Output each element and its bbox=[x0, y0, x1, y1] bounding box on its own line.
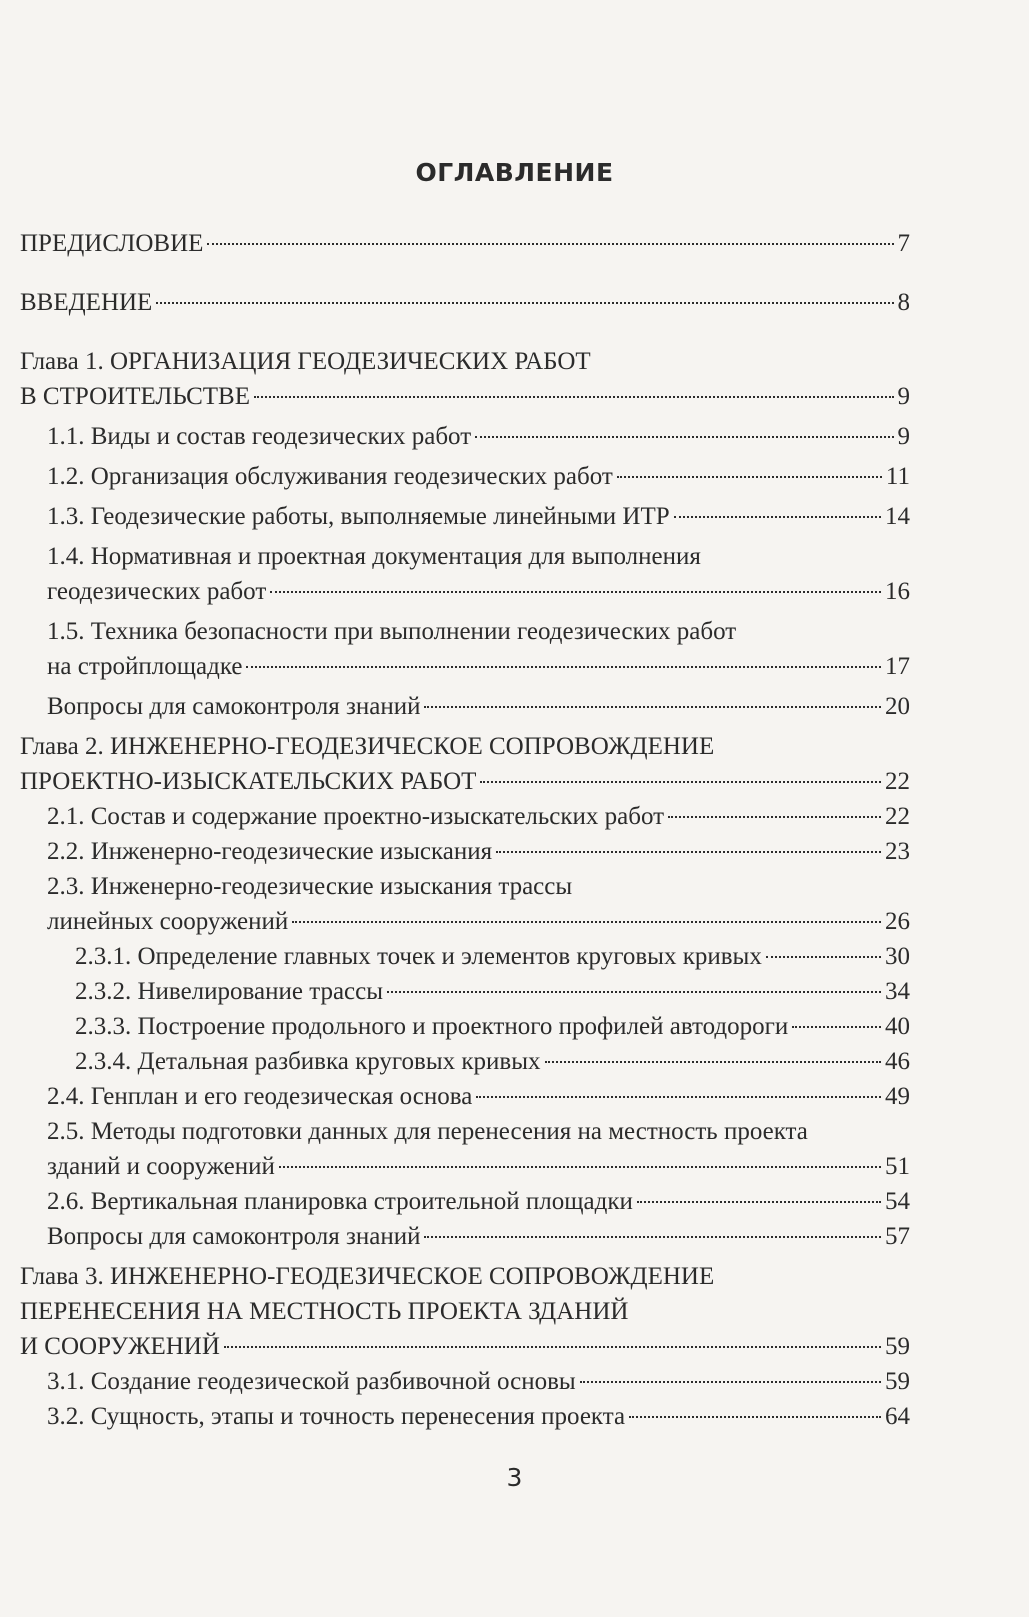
toc-entry bbox=[20, 1044, 910, 1079]
table-of-contents bbox=[20, 226, 910, 1434]
toc-entry-page: 34 bbox=[885, 978, 910, 1005]
toc-entry-text: Вопросы для самоконтроля знаний bbox=[47, 693, 421, 720]
dot-leader bbox=[617, 476, 882, 478]
dot-leader bbox=[246, 666, 881, 668]
toc-entry-text: 1.2. Организация обслуживания геодезических работ bbox=[47, 463, 613, 490]
toc-entry-line bbox=[47, 1219, 910, 1254]
toc-entry bbox=[20, 689, 910, 724]
toc-entry-line bbox=[20, 226, 910, 261]
dot-leader bbox=[424, 1236, 881, 1238]
toc-entry-text: 1.3. Геодезические работы, выполняемые линейными ИТР bbox=[47, 503, 670, 530]
toc-entry-text: ПРОЕКТНО-ИЗЫСКАТЕЛЬСКИХ РАБОТ bbox=[20, 768, 477, 795]
dot-leader bbox=[292, 921, 881, 923]
toc-entry-page: 9 bbox=[897, 383, 910, 410]
toc-entry-line bbox=[47, 459, 910, 494]
toc-entry-line bbox=[75, 1044, 910, 1079]
dot-leader bbox=[387, 991, 881, 993]
dot-leader bbox=[668, 816, 881, 818]
toc-entry-line bbox=[47, 419, 910, 454]
toc-entry bbox=[20, 974, 910, 1009]
toc-entry-page: 59 bbox=[885, 1368, 910, 1395]
toc-entry bbox=[20, 799, 910, 834]
toc-entry-line bbox=[47, 499, 910, 534]
toc-entry-line bbox=[47, 834, 910, 869]
toc-entry-line bbox=[47, 649, 910, 684]
toc-entry-page: 30 bbox=[885, 943, 910, 970]
toc-entry bbox=[20, 1184, 910, 1219]
toc-entry-text: Вопросы для самоконтроля знаний bbox=[47, 1223, 421, 1250]
toc-entry-text: на стройплощадке bbox=[47, 653, 243, 680]
toc-entry bbox=[20, 285, 910, 320]
toc-title: ОГЛАВЛЕНИЕ bbox=[415, 158, 614, 187]
dot-leader bbox=[637, 1201, 881, 1203]
dot-leader bbox=[545, 1061, 881, 1063]
toc-entry-page: 8 bbox=[897, 289, 910, 316]
dot-leader bbox=[424, 706, 881, 708]
toc-entry bbox=[20, 869, 910, 939]
toc-entry-text: 2.6. Вертикальная планировка строительной площадки bbox=[47, 1188, 633, 1215]
toc-entry-page: 64 bbox=[885, 1403, 910, 1430]
toc-entry bbox=[20, 1079, 910, 1114]
toc-entry-page: 17 bbox=[885, 653, 910, 680]
toc-entry-page: 23 bbox=[885, 838, 910, 865]
toc-entry-page: 49 bbox=[885, 1083, 910, 1110]
dot-leader bbox=[270, 591, 881, 593]
toc-entry-text: 1.5. Техника безопасности при выполнении геодезических работ bbox=[47, 618, 737, 645]
toc-entry-text: ПЕРЕНЕСЕНИЯ НА МЕСТНОСТЬ ПРОЕКТА ЗДАНИЙ bbox=[20, 1298, 629, 1325]
toc-entry-text: 2.3.2. Нивелирование трассы bbox=[75, 978, 384, 1005]
toc-entry-line bbox=[47, 904, 910, 939]
dot-leader bbox=[792, 1026, 881, 1028]
toc-entry-line bbox=[47, 1399, 910, 1434]
dot-leader bbox=[629, 1416, 881, 1418]
toc-entry-text: 2.5. Методы подготовки данных для перенесения на местность проекта bbox=[47, 1118, 808, 1145]
toc-entry-line bbox=[47, 574, 910, 609]
toc-entry-line bbox=[47, 1184, 910, 1219]
toc-entry bbox=[20, 614, 910, 684]
toc-entry-page: 54 bbox=[885, 1188, 910, 1215]
toc-entry-line bbox=[47, 799, 910, 834]
toc-entry bbox=[20, 939, 910, 974]
toc-entry-page: 57 bbox=[885, 1223, 910, 1250]
toc-entry-page: 26 bbox=[885, 908, 910, 935]
toc-entry bbox=[20, 539, 910, 609]
toc-entry-text: В СТРОИТЕЛЬСТВЕ bbox=[20, 383, 250, 410]
toc-entry-line bbox=[47, 1079, 910, 1114]
toc-entry-text: геодезических работ bbox=[47, 578, 267, 605]
dot-leader bbox=[207, 243, 893, 245]
toc-entry-text: 3.1. Создание геодезической разбивочной основы bbox=[47, 1368, 576, 1395]
toc-entry-text: 2.1. Состав и содержание проектно-изыскательских работ bbox=[47, 803, 665, 830]
dot-leader bbox=[480, 781, 881, 783]
toc-entry-text: 2.3.3. Построение продольного и проектного профилей автодороги bbox=[75, 1013, 789, 1040]
dot-leader bbox=[476, 1096, 881, 1098]
toc-entry-page: 46 bbox=[885, 1048, 910, 1075]
toc-entry bbox=[20, 1219, 910, 1254]
dot-leader bbox=[580, 1381, 881, 1383]
toc-entry-text: 2.3. Инженерно-геодезические изыскания трассы bbox=[47, 873, 573, 900]
dot-leader bbox=[224, 1346, 881, 1348]
toc-entry-text: И СООРУЖЕНИЙ bbox=[20, 1333, 220, 1360]
toc-entry bbox=[20, 1009, 910, 1044]
toc-entry bbox=[20, 226, 910, 261]
toc-entry-page: 9 bbox=[897, 423, 910, 450]
toc-entry-text: 2.2. Инженерно-геодезические изыскания bbox=[47, 838, 493, 865]
toc-entry-line bbox=[20, 1329, 910, 1364]
toc-entry-text: 3.2. Сущность, этапы и точность перенесения проекта bbox=[47, 1403, 626, 1430]
toc-entry-page: 40 bbox=[885, 1013, 910, 1040]
toc-entry-line bbox=[75, 974, 910, 1009]
toc-entry-text: Глава 1. ОРГАНИЗАЦИЯ ГЕОДЕЗИЧЕСКИХ РАБОТ bbox=[20, 348, 591, 375]
toc-entry bbox=[20, 834, 910, 869]
toc-entry-page: 59 bbox=[885, 1333, 910, 1360]
toc-entry bbox=[20, 1114, 910, 1184]
toc-entry-line bbox=[20, 285, 910, 320]
toc-entry-page: 22 bbox=[885, 803, 910, 830]
toc-entry-text: 2.4. Генплан и его геодезическая основа bbox=[47, 1083, 473, 1110]
toc-entry-text: 2.3.1. Определение главных точек и элементов круговых кривых bbox=[75, 943, 762, 970]
toc-entry-text: 1.4. Нормативная и проектная документация для выполнения bbox=[47, 543, 701, 570]
dot-leader bbox=[156, 302, 893, 304]
toc-entry-line bbox=[20, 764, 910, 799]
dot-leader bbox=[254, 396, 894, 398]
toc-entry-text: линейных сооружений bbox=[47, 908, 289, 935]
toc-entry-page: 51 bbox=[885, 1153, 910, 1180]
toc-entry-text: 1.1. Виды и состав геодезических работ bbox=[47, 423, 472, 450]
toc-entry-text: зданий и сооружений bbox=[47, 1153, 275, 1180]
toc-entry-text: ВВЕДЕНИЕ bbox=[20, 289, 153, 316]
toc-entry-page: 14 bbox=[885, 503, 910, 530]
dot-leader bbox=[279, 1166, 881, 1168]
dot-leader bbox=[766, 956, 881, 958]
toc-entry-text: Глава 3. ИНЖЕНЕРНО-ГЕОДЕЗИЧЕСКОЕ СОПРОВОЖДЕНИЕ bbox=[20, 1263, 715, 1290]
toc-entry-text: Глава 2. ИНЖЕНЕРНО-ГЕОДЕЗИЧЕСКОЕ СОПРОВОЖДЕНИЕ bbox=[20, 733, 715, 760]
toc-entry bbox=[20, 1364, 910, 1399]
toc-entry bbox=[20, 1259, 910, 1364]
toc-entry-line bbox=[20, 379, 910, 414]
toc-entry bbox=[20, 729, 910, 799]
dot-leader bbox=[475, 436, 893, 438]
dot-leader bbox=[496, 851, 881, 853]
toc-entry-text: 2.3.4. Детальная разбивка круговых кривых bbox=[75, 1048, 541, 1075]
toc-entry-page: 7 bbox=[897, 230, 910, 257]
toc-entry bbox=[20, 499, 910, 534]
toc-entry-line bbox=[47, 1149, 910, 1184]
toc-entry bbox=[20, 344, 910, 414]
toc-entry-page: 11 bbox=[885, 463, 910, 490]
toc-entry bbox=[20, 459, 910, 494]
toc-entry bbox=[20, 1399, 910, 1434]
page-number: 3 bbox=[506, 1463, 523, 1492]
toc-entry-line bbox=[75, 1009, 910, 1044]
toc-entry-line bbox=[47, 689, 910, 724]
toc-entry-line bbox=[47, 1364, 910, 1399]
toc-entry-page: 22 bbox=[885, 768, 910, 795]
toc-entry-page: 16 bbox=[885, 578, 910, 605]
toc-entry-line bbox=[75, 939, 910, 974]
dot-leader bbox=[674, 516, 881, 518]
toc-entry bbox=[20, 419, 910, 454]
toc-entry-text: ПРЕДИСЛОВИЕ bbox=[20, 230, 204, 257]
toc-entry-page: 20 bbox=[885, 693, 910, 720]
